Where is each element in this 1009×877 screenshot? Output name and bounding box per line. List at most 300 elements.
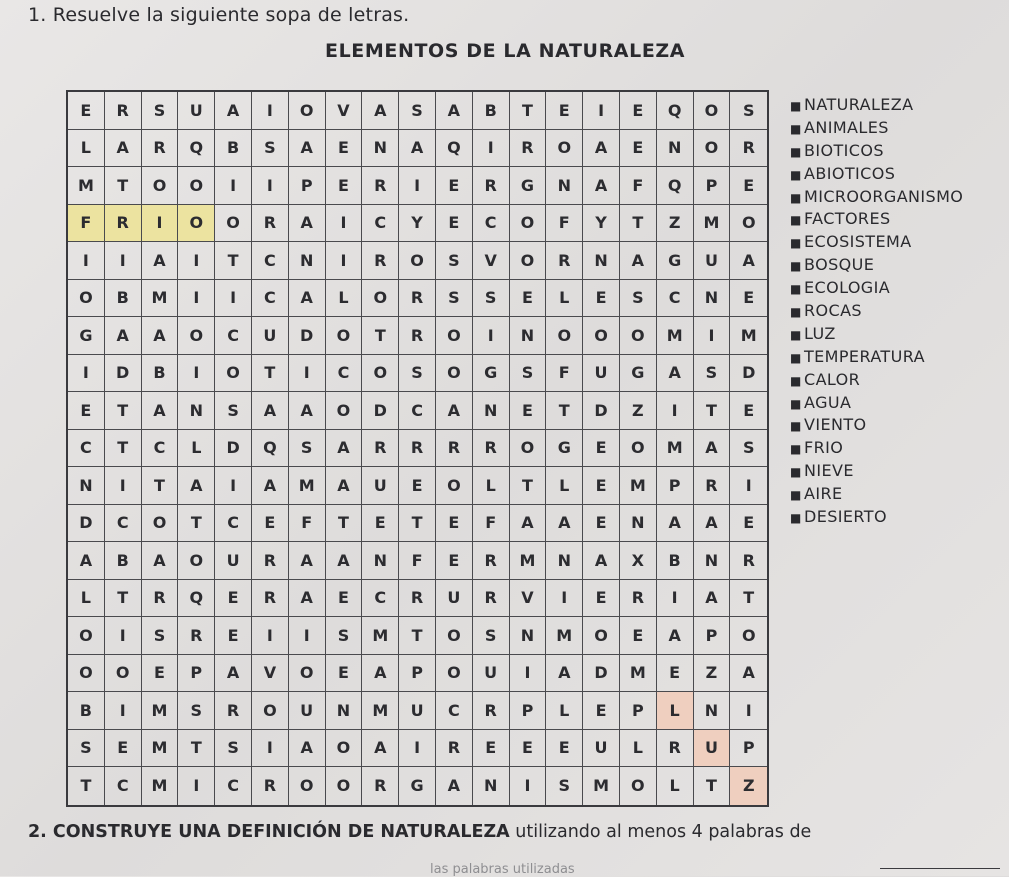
grid-cell: U: [215, 542, 252, 580]
bullet-icon: ■: [790, 99, 802, 113]
grid-cell: C: [215, 767, 252, 805]
word-label: BIOTICOS: [804, 140, 884, 160]
grid-cell: O: [583, 317, 620, 355]
bullet-icon: ■: [790, 282, 802, 297]
grid-cell: D: [362, 392, 399, 430]
puzzle-title: ELEMENTOS DE LA NATURALEZA: [325, 40, 686, 62]
grid-cell: D: [68, 505, 105, 543]
grid-cell: M: [694, 205, 731, 243]
grid-cell: T: [399, 505, 436, 543]
grid-cell: A: [436, 92, 473, 130]
grid-cell: T: [105, 430, 142, 468]
grid-cell: E: [583, 280, 620, 318]
grid-cell: O: [289, 767, 326, 805]
grid-cell: I: [657, 392, 694, 430]
grid-cell: N: [694, 280, 731, 318]
grid-cell: L: [326, 280, 363, 318]
grid-cell: R: [142, 130, 179, 168]
grid-cell: Z: [657, 205, 694, 243]
grid-cell: T: [105, 580, 142, 618]
grid-cell: B: [657, 542, 694, 580]
bullet-icon: ■: [790, 419, 802, 434]
grid-cell: I: [178, 280, 215, 318]
grid-cell: T: [399, 617, 436, 655]
grid-cell: P: [694, 167, 731, 205]
word-search-grid: [66, 90, 769, 807]
grid-cell: I: [215, 167, 252, 205]
grid-cell: I: [178, 242, 215, 280]
word-list-item: [790, 163, 963, 186]
grid-cell: T: [178, 730, 215, 768]
word-label: ECOLOGIA: [804, 278, 891, 298]
grid-cell: R: [620, 580, 657, 618]
bullet-icon: ■: [790, 442, 802, 457]
grid-cell: A: [362, 655, 399, 693]
grid-cell: P: [694, 617, 731, 655]
grid-cell: U: [252, 317, 289, 355]
grid-cell: S: [546, 767, 583, 805]
grid-cell: G: [399, 767, 436, 805]
grid-cell: O: [436, 355, 473, 393]
bullet-icon: ■: [790, 396, 802, 411]
grid-cell: U: [399, 692, 436, 730]
grid-cell: R: [546, 242, 583, 280]
grid-cell: E: [436, 505, 473, 543]
word-label: NATURALEZA: [804, 95, 914, 114]
grid-cell: S: [215, 392, 252, 430]
grid-cell: S: [436, 242, 473, 280]
grid-cell: Q: [178, 130, 215, 168]
grid-cell: E: [583, 692, 620, 730]
grid-cell: M: [289, 467, 326, 505]
grid-cell: A: [436, 767, 473, 805]
grid-cell: A: [105, 317, 142, 355]
word-list-item: [790, 300, 963, 323]
grid-cell: I: [215, 280, 252, 318]
grid-cell: L: [546, 467, 583, 505]
grid-cell: A: [252, 467, 289, 505]
grid-cell: R: [436, 730, 473, 768]
grid-cell: T: [105, 167, 142, 205]
grid-cell: S: [510, 355, 547, 393]
grid-cell: T: [546, 392, 583, 430]
grid-cell: O: [436, 655, 473, 693]
bullet-icon: ■: [790, 236, 802, 251]
word-label: CALOR: [804, 369, 861, 389]
grid-cell: A: [510, 505, 547, 543]
grid-cell: M: [620, 655, 657, 693]
grid-cell: V: [473, 242, 510, 280]
grid-cell: I: [326, 242, 363, 280]
grid-cell: F: [473, 505, 510, 543]
grid-cell: E: [326, 167, 363, 205]
word-label: ABIOTICOS: [804, 163, 896, 183]
grid-cell: A: [436, 392, 473, 430]
word-label: MICROORGANISMO: [804, 186, 964, 206]
grid-cell: E: [730, 280, 767, 318]
grid-cell: F: [620, 167, 657, 205]
grid-cell: N: [362, 130, 399, 168]
grid-cell: A: [142, 242, 179, 280]
grid-cell: A: [215, 92, 252, 130]
grid-cell: M: [142, 280, 179, 318]
grid-cell: L: [178, 430, 215, 468]
word-label: NIEVE: [804, 461, 854, 481]
grid-cell: R: [362, 767, 399, 805]
grid-cell: N: [510, 317, 547, 355]
grid-cell: N: [362, 542, 399, 580]
grid-cell: I: [657, 580, 694, 618]
grid-cell: O: [583, 617, 620, 655]
grid-cell: A: [289, 580, 326, 618]
grid-cell: O: [730, 205, 767, 243]
word-list-item: [790, 323, 963, 346]
grid-cell: A: [252, 392, 289, 430]
grid-cell: F: [68, 205, 105, 243]
grid-cell: O: [178, 167, 215, 205]
grid-cell: R: [252, 580, 289, 618]
grid-cell: S: [178, 692, 215, 730]
grid-cell: R: [730, 130, 767, 168]
grid-cell: C: [215, 317, 252, 355]
grid-cell: F: [289, 505, 326, 543]
grid-cell: S: [730, 430, 767, 468]
grid-cell: B: [105, 280, 142, 318]
grid-cell: O: [510, 205, 547, 243]
grid-cell: A: [546, 655, 583, 693]
grid-cell: E: [620, 92, 657, 130]
question-1: 1. Resuelve la siguiente sopa de letras.: [28, 4, 410, 26]
grid-cell: T: [620, 205, 657, 243]
grid-cell: R: [657, 730, 694, 768]
grid-cell: M: [657, 430, 694, 468]
grid-cell: U: [694, 730, 731, 768]
grid-cell: O: [142, 167, 179, 205]
grid-cell: R: [252, 767, 289, 805]
word-label: BOSQUE: [804, 255, 875, 275]
grid-cell: Q: [252, 430, 289, 468]
grid-cell: Z: [730, 767, 767, 805]
grid-cell: T: [510, 467, 547, 505]
grid-cell: P: [730, 730, 767, 768]
grid-cell: C: [326, 355, 363, 393]
grid-cell: A: [583, 167, 620, 205]
bullet-icon: ■: [790, 144, 802, 159]
grid-cell: R: [473, 167, 510, 205]
grid-cell: A: [215, 655, 252, 693]
grid-cell: E: [620, 617, 657, 655]
grid-cell: O: [620, 317, 657, 355]
grid-cell: I: [326, 205, 363, 243]
grid-cell: U: [436, 580, 473, 618]
grid-cell: B: [68, 692, 105, 730]
word-list-item: [790, 346, 963, 369]
grid-cell: A: [68, 542, 105, 580]
question-2-text: utilizando al menos 4 palabras de: [509, 822, 812, 842]
grid-cell: C: [657, 280, 694, 318]
grid-cell: Q: [178, 580, 215, 618]
grid-cell: S: [399, 355, 436, 393]
grid-cell: L: [657, 692, 694, 730]
grid-cell: I: [215, 467, 252, 505]
word-list-item: [790, 94, 963, 117]
grid-cell: R: [473, 430, 510, 468]
word-label: ECOSISTEMA: [804, 232, 912, 252]
grid-cell: O: [215, 205, 252, 243]
grid-cell: O: [362, 280, 399, 318]
grid-cell: C: [436, 692, 473, 730]
grid-cell: L: [68, 580, 105, 618]
word-list-item: [790, 483, 963, 506]
grid-cell: D: [583, 392, 620, 430]
grid-cell: U: [473, 655, 510, 693]
grid-cell: R: [399, 430, 436, 468]
grid-cell: R: [362, 167, 399, 205]
grid-cell: A: [694, 505, 731, 543]
grid-cell: O: [620, 430, 657, 468]
grid-cell: A: [142, 392, 179, 430]
word-list-item: [790, 437, 963, 460]
grid-cell: O: [620, 767, 657, 805]
grid-cell: T: [252, 355, 289, 393]
grid-cell: E: [730, 505, 767, 543]
grid-cell: C: [215, 505, 252, 543]
grid-cell: C: [105, 767, 142, 805]
grid-cell: R: [473, 692, 510, 730]
grid-cell: I: [105, 617, 142, 655]
grid-cell: R: [473, 542, 510, 580]
grid-cell: M: [142, 730, 179, 768]
question-2-heading: 2. CONSTRUYE UNA DEFINICIÓN DE NATURALEZA: [28, 822, 510, 842]
grid-cell: N: [326, 692, 363, 730]
grid-cell: M: [68, 167, 105, 205]
grid-cell: U: [583, 730, 620, 768]
grid-cell: O: [546, 317, 583, 355]
grid-cell: I: [178, 767, 215, 805]
grid-cell: D: [730, 355, 767, 393]
grid-cell: O: [694, 130, 731, 168]
word-label: AIRE: [804, 484, 843, 504]
grid-cell: A: [583, 542, 620, 580]
grid-cell: N: [657, 130, 694, 168]
grid-cell: N: [694, 692, 731, 730]
grid-cell: S: [215, 730, 252, 768]
grid-cell: S: [473, 617, 510, 655]
grid-cell: E: [142, 655, 179, 693]
grid-cell: B: [142, 355, 179, 393]
grid-cell: R: [399, 280, 436, 318]
grid-cell: A: [178, 467, 215, 505]
grid-cell: M: [510, 542, 547, 580]
grid-cell: O: [105, 655, 142, 693]
grid-cell: M: [620, 467, 657, 505]
grid-cell: O: [215, 355, 252, 393]
grid-cell: R: [399, 317, 436, 355]
grid-cell: L: [68, 130, 105, 168]
grid-cell: N: [289, 242, 326, 280]
grid-cell: A: [289, 130, 326, 168]
grid-cell: N: [473, 767, 510, 805]
question-2-cutoff-text: las palabras utilizadas: [430, 862, 575, 877]
grid-cell: C: [473, 205, 510, 243]
grid-cell: E: [583, 430, 620, 468]
grid-cell: P: [510, 692, 547, 730]
grid-cell: B: [215, 130, 252, 168]
grid-cell: S: [730, 92, 767, 130]
grid-cell: O: [326, 392, 363, 430]
grid-cell: E: [473, 730, 510, 768]
grid-cell: E: [215, 617, 252, 655]
word-list-item: [790, 506, 963, 529]
grid-cell: A: [142, 542, 179, 580]
grid-cell: A: [657, 617, 694, 655]
grid-cell: I: [289, 617, 326, 655]
grid-cell: O: [436, 317, 473, 355]
grid-cell: S: [326, 617, 363, 655]
grid-cell: F: [546, 205, 583, 243]
grid-cell: T: [215, 242, 252, 280]
bullet-icon: ■: [790, 213, 802, 228]
word-label: VIENTO: [804, 415, 867, 435]
grid-cell: I: [68, 355, 105, 393]
grid-cell: N: [546, 542, 583, 580]
grid-cell: A: [620, 242, 657, 280]
grid-cell: C: [362, 205, 399, 243]
grid-cell: V: [510, 580, 547, 618]
grid-cell: T: [326, 505, 363, 543]
grid-cell: E: [583, 505, 620, 543]
grid-cell: B: [105, 542, 142, 580]
grid-cell: I: [583, 92, 620, 130]
grid-cell: C: [252, 242, 289, 280]
grid-cell: Y: [399, 205, 436, 243]
grid-cell: R: [215, 692, 252, 730]
grid-cell: E: [546, 730, 583, 768]
grid-cell: O: [68, 655, 105, 693]
grid-cell: G: [546, 430, 583, 468]
grid-cell: I: [694, 317, 731, 355]
grid-cell: A: [326, 542, 363, 580]
grid-cell: I: [399, 730, 436, 768]
grid-cell: T: [730, 580, 767, 618]
word-list-item: [790, 392, 963, 415]
grid-cell: S: [399, 92, 436, 130]
grid-cell: I: [730, 467, 767, 505]
word-list: [790, 94, 963, 529]
grid-cell: E: [510, 280, 547, 318]
grid-cell: R: [510, 130, 547, 168]
grid-cell: A: [289, 542, 326, 580]
grid-cell: O: [68, 280, 105, 318]
grid-cell: A: [142, 317, 179, 355]
grid-cell: E: [252, 505, 289, 543]
grid-cell: I: [178, 355, 215, 393]
grid-cell: U: [289, 692, 326, 730]
grid-cell: G: [68, 317, 105, 355]
grid-cell: M: [362, 692, 399, 730]
grid-cell: V: [326, 92, 363, 130]
grid-cell: A: [694, 580, 731, 618]
grid-cell: I: [142, 205, 179, 243]
bullet-icon: ■: [790, 488, 802, 503]
grid-cell: I: [546, 580, 583, 618]
grid-cell: F: [546, 355, 583, 393]
word-list-item: [790, 277, 963, 300]
grid-cell: A: [583, 130, 620, 168]
grid-cell: I: [730, 692, 767, 730]
word-list-item: [790, 208, 963, 231]
grid-cell: R: [105, 92, 142, 130]
word-list-item: [790, 369, 963, 392]
grid-cell: O: [546, 130, 583, 168]
grid-cell: E: [326, 130, 363, 168]
grid-cell: S: [68, 730, 105, 768]
grid-cell: P: [657, 467, 694, 505]
grid-cell: G: [473, 355, 510, 393]
grid-cell: C: [105, 505, 142, 543]
grid-cell: S: [289, 430, 326, 468]
grid-cell: S: [620, 280, 657, 318]
grid-cell: O: [326, 730, 363, 768]
grid-cell: A: [326, 430, 363, 468]
grid-cell: O: [178, 317, 215, 355]
grid-cell: U: [362, 467, 399, 505]
grid-cell: V: [252, 655, 289, 693]
word-label: AGUA: [804, 392, 852, 412]
grid-cell: S: [436, 280, 473, 318]
grid-cell: U: [583, 355, 620, 393]
grid-cell: F: [399, 542, 436, 580]
grid-cell: I: [105, 467, 142, 505]
grid-cell: E: [436, 542, 473, 580]
grid-cell: N: [473, 392, 510, 430]
grid-cell: O: [252, 692, 289, 730]
grid-cell: Q: [657, 92, 694, 130]
grid-cell: E: [436, 167, 473, 205]
question-2: [28, 822, 1003, 842]
word-label: TEMPERATURA: [804, 346, 925, 366]
grid-cell: T: [105, 392, 142, 430]
grid-cell: E: [105, 730, 142, 768]
grid-cell: C: [142, 430, 179, 468]
grid-cell: O: [289, 655, 326, 693]
grid-cell: D: [105, 355, 142, 393]
grid-cell: I: [510, 767, 547, 805]
bullet-icon: ■: [790, 373, 802, 388]
grid-cell: I: [473, 317, 510, 355]
grid-cell: A: [289, 280, 326, 318]
grid-cell: N: [510, 617, 547, 655]
word-label: LUZ: [804, 323, 836, 343]
grid-cell: D: [215, 430, 252, 468]
grid-cell: T: [694, 392, 731, 430]
grid-cell: A: [730, 242, 767, 280]
bullet-icon: ■: [790, 305, 802, 320]
grid-cell: O: [326, 317, 363, 355]
bullet-icon: ■: [790, 327, 802, 342]
grid-cell: E: [657, 655, 694, 693]
grid-cell: I: [252, 730, 289, 768]
grid-cell: O: [694, 92, 731, 130]
grid-cell: O: [399, 242, 436, 280]
grid-cell: O: [178, 205, 215, 243]
grid-cell: U: [694, 242, 731, 280]
word-label: FACTORES: [804, 209, 891, 229]
bullet-icon: ■: [790, 350, 802, 365]
grid-cell: O: [510, 430, 547, 468]
grid-cell: R: [436, 430, 473, 468]
word-list-item: [790, 186, 963, 209]
